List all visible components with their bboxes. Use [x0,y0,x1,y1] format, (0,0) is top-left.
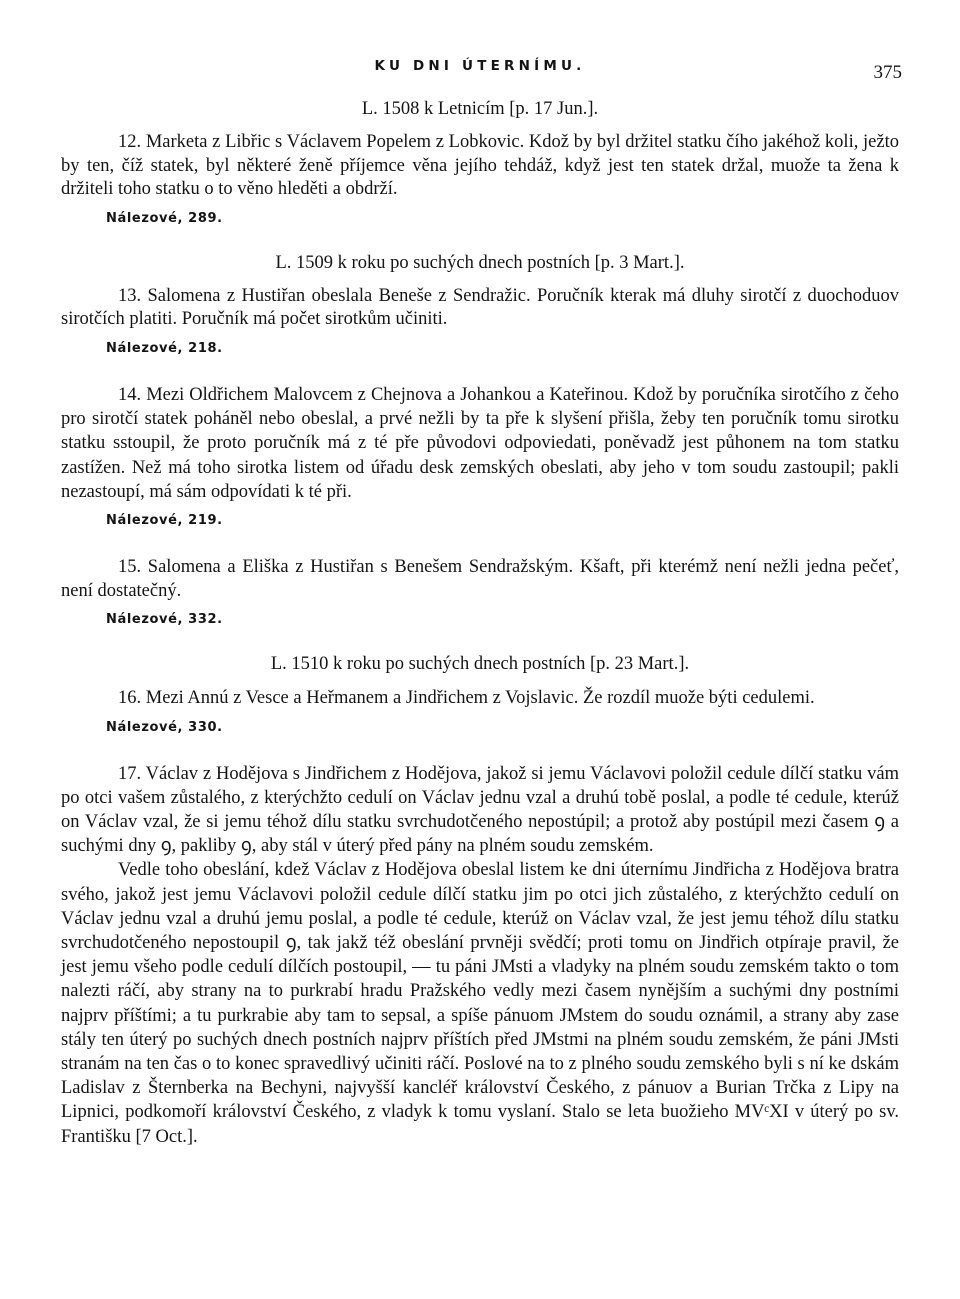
entry-continuation: Vedle toho obeslání, kdež Václav z Hodějova obeslal listem ke dni úternímu Jindřicha z Hodějova bratra svého, jakož jest jemu Václavovi položil cedule dílčí statku jim po otci jich zůstalého, z kterýchžto cedulí on Václav jednu vzal a druhú jemu poslal, a podle té cedule, kterúž on Václav vzal, že jest jemu téhož dílu statku svrchudotčeného nepostoupil ꝯ, tak jakž též obeslání prvněji svědčí; proti tomu on Jindřich otpíraje pravil, že jest jemu všeho podle cedulí dílčích postoupil, — tu páni JMsti a vladyky na plném soudu zemském takto o tom nalezti ráčí, aby strany na to purkrabí hradu Pražského vedly mezi časem nynějším a suchými dny postními najprv příštími; a tu purkrabie aby tam to sepsal, a spíše pánuom JMstem do soudu oznámil, a strany aby zase stály ten úterý po suchých dnech postních najprv příštích před JMstmi na plném soudu zemském, že páni JMsti stranám na ten čas o to konec spravedlivý učiniti ráčí. Poslové na to z plného soudu zemského byli s ní ke dskám Ladislav z Šternberka na Bechyni, najvyšší kancléř království Českého, z pánuov a Burian Trčka z Lipy na Lipnici, podkomoří království Českého, z vladyk k tomu vyslaní. Stalo se leta buožieho MVᶜXI v úterý po sv. Františku [7 Oct.]. [61,860,899,1147]
entry-text: 17. Václav z Hodějova s Jindřichem z Hodějova, jakož si jemu Václavovi položil cedule dílčí statku vám po otci vašem zůstalého, z kterýchžto cedulí on Václav jednu vzal a druhú tobě poslal, a podle té cedule, kterúž on Václav vzal, že si jemu téhož dílu statku svrchudotčeného nepostúpil; a protož aby postúpil mezi časem ꝯ a suchými dny ꝯ, pakliby ꝯ, aby stál v úterý před pány na plném soudu zemském. [61,763,899,857]
entry-16 [61,686,899,738]
source-citation: Nálezové, 332. [106,612,223,628]
page-number: 375 [873,62,902,83]
section-heading-1508: L. 1508 k Letnicím [p. 17 Jun.]. [361,99,599,119]
page-header [0,58,960,86]
source-citation: Nálezové, 219. [106,512,223,528]
entry-14 [61,383,899,532]
entry-text: 14. Mezi Oldřichem Malovcem z Chejnova a Johankou a Kateřinou. Kdož by poručníka sirotčího z čeho pro sirotčí statek poháněl nebo obeslal, a prvé nežli by ta pře k slyšení přišla, žeby ten poručník tomu sirotku statku sstoupil, že proto poručník má z té pře původovi odpoviedati, poněvadž jest půhonem na tom statku zastížen. Než má toho sirotka listem od úřadu desk zemských obeslati, aby jeho v tom soudu zastoupil; pakli nezastoupí, má sám odpovídati k té při. [61,384,899,502]
entry-17 [61,762,899,1149]
running-head: KU DNI ÚTERNÍMU. [374,58,586,74]
entry-text: 12. Marketa z Libřic s Václavem Popelem z Lobkovic. Kdož by byl držitel statku čího jakéhož koli, ježto by ten, číž statek, byl některé ženě příjemce věna jejího tehdáž, když jest ten statek držal, muože ta žena k držiteli toho statku o to věno hleděti a obdrží. [61,132,899,200]
entry-13 [61,285,899,360]
page-body [61,96,899,1149]
entry-12 [61,131,899,230]
section-heading-1509: L. 1509 k roku po suchých dnech postních [p. 3 Mart.]. [275,252,685,273]
source-citation: Nálezové, 289. [106,210,223,226]
source-citation: Nálezové, 330. [106,719,223,735]
section-heading-1510: L. 1510 k roku po suchých dnech postních [p. 23 Mart.]. [270,654,690,675]
entry-15 [61,555,899,631]
source-citation: Nálezové, 218. [106,340,223,356]
entry-text: 15. Salomena a Eliška z Hustiřan s Benešem Sendražským. Kšaft, při kterémž není nežli jedna pečeť, není dostatečný. [61,556,899,602]
entry-text: 13. Salomena z Hustiřan obeslala Beneše z Sendražic. Poručník kterak má dluhy sirotčí z duochoduov sirotčích platiti. Poručník má počet sirotkům učiniti. [61,285,899,330]
entry-text: 16. Mezi Annú z Vesce a Heřmanem a Jindřichem z Vojslavic. Že rozdíl muože býti cedulemi. [118,688,815,709]
